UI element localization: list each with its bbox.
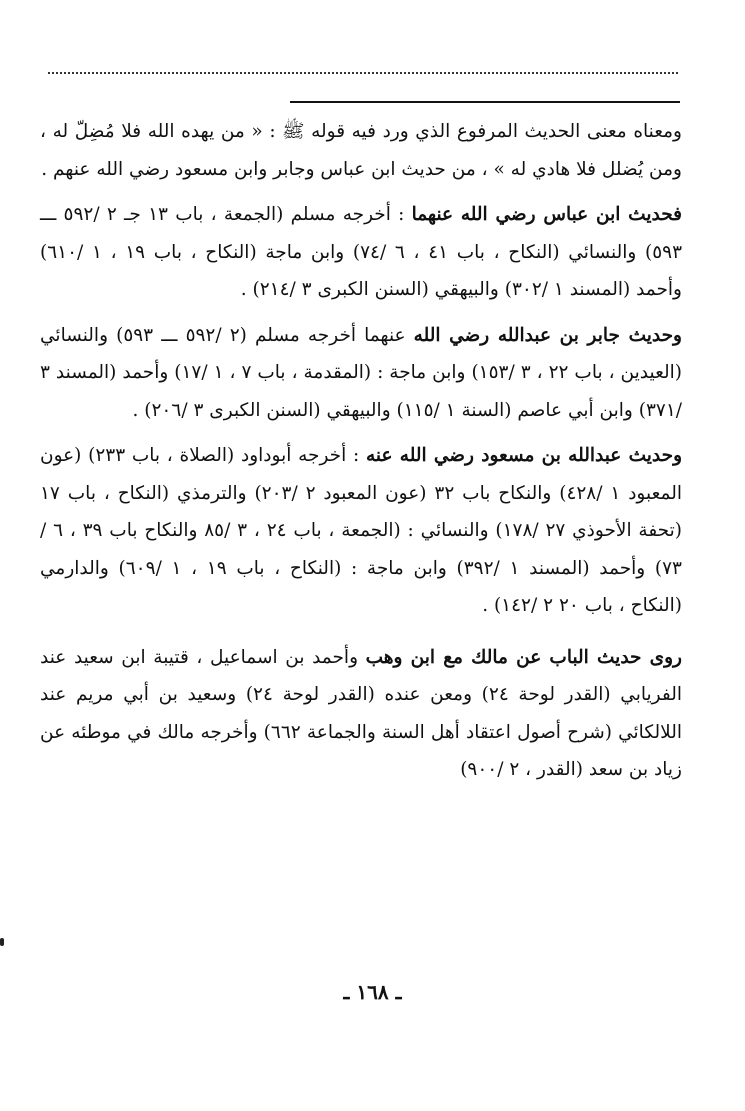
paragraph-ibn-abbas — [40, 196, 682, 309]
paragraph-meaning — [40, 113, 682, 188]
text-segment: : أخرجه مسلم (الجمعة ، باب ١٣ جـ ٢ /٥٩٢ ـــ ٥٩٣) والنسائي (النكاح ، باب ٤١ ، ٦ /٧٤) وابن ماجة (النكاح ، باب ١٩ ، ١ /٦١٠) وأحمد (المسند ١ /٣٠٢) والبيهقي (السنن الكبرى ٣ /٢١٤) . — [40, 204, 683, 300]
hadith-heading: وحديث عبدالله بن مسعود رضي الله عنه — [365, 445, 682, 466]
text-segment: وأحمد بن اسماعيل ، قتيبة ابن سعيد عند الفريابي (القدر لوحة ٢٤) ومعن عنده (القدر لوحة ٢٤) وسعيد بن أبي مريم عند اللالكائي (شرح أصول اعتقاد أهل السنة والجماعة ٦٦٢) وأخرجه مالك في موطئه عن زياد بن سعد (القدر ، ٢ /٩٠٠) — [40, 646, 683, 780]
text-segment: عنهما أخرجه مسلم (٢ /٥٩٢ ـــ ٥٩٣) والنسائي (العيدين ، باب ٢٢ ، ٣ /١٥٣) وابن ماجة : (المقدمة ، باب ٧ ، ١ /١٧) وأحمد (المسند ٣ /٣٧١) وابن أبي عاصم (السنة ١ /١١٥) والبيهقي (السنن الكبرى ٣ /٢٠٦) . — [40, 324, 683, 421]
dotted-separator — [48, 72, 678, 74]
scan-edge-mark — [0, 938, 4, 946]
hadith-heading: فحديث ابن عباس رضي الله عنهما — [411, 204, 682, 225]
footnote-rule — [290, 101, 680, 103]
text-segment: : أخرجه أبوداود (الصلاة ، باب ٢٣٣) (عون المعبود ١ /٤٢٨) والنكاح باب ٣٢ (عون المعبود ٢ /٢٠٣) والترمذي (النكاح ، باب ١٧ (تحفة الأحوذي ٢٧ /١٧٨) والنسائي : (الجمعة ، باب ٢٤ ، ٣ /٨٥ والنكاح باب ٣٩ ، ٦ /٧٣) وأحمد (المسند ١ /٣٩٢) وابن ماجة : (النكاح ، باب ١٩ ، ١ /٦٠٩) والدارمي (النكاح ، باب ٢٠ ٢ /١٤٢) . — [40, 445, 682, 616]
paragraph-ibn-masud — [40, 437, 682, 625]
text-segment: ومعناه معنى الحديث المرفوع الذي ورد فيه قوله ﷺ : « من يهده الله فلا مُضِلّ له ، ومن يُضلل فلا هادي له » ، من حديث ابن عباس وجابر وابن مسعود رضي الله عنهم . — [40, 121, 682, 180]
hadith-heading: روى حديث الباب عن مالك مع ابن وهب — [365, 646, 682, 668]
hadith-heading: وحديث جابر بن عبدالله رضي الله — [413, 324, 682, 346]
paragraph-malik — [40, 639, 682, 789]
footnote-text — [40, 113, 682, 789]
paragraph-jabir — [40, 317, 682, 430]
page-number: ـ ١٦٨ ـ — [343, 980, 402, 1004]
